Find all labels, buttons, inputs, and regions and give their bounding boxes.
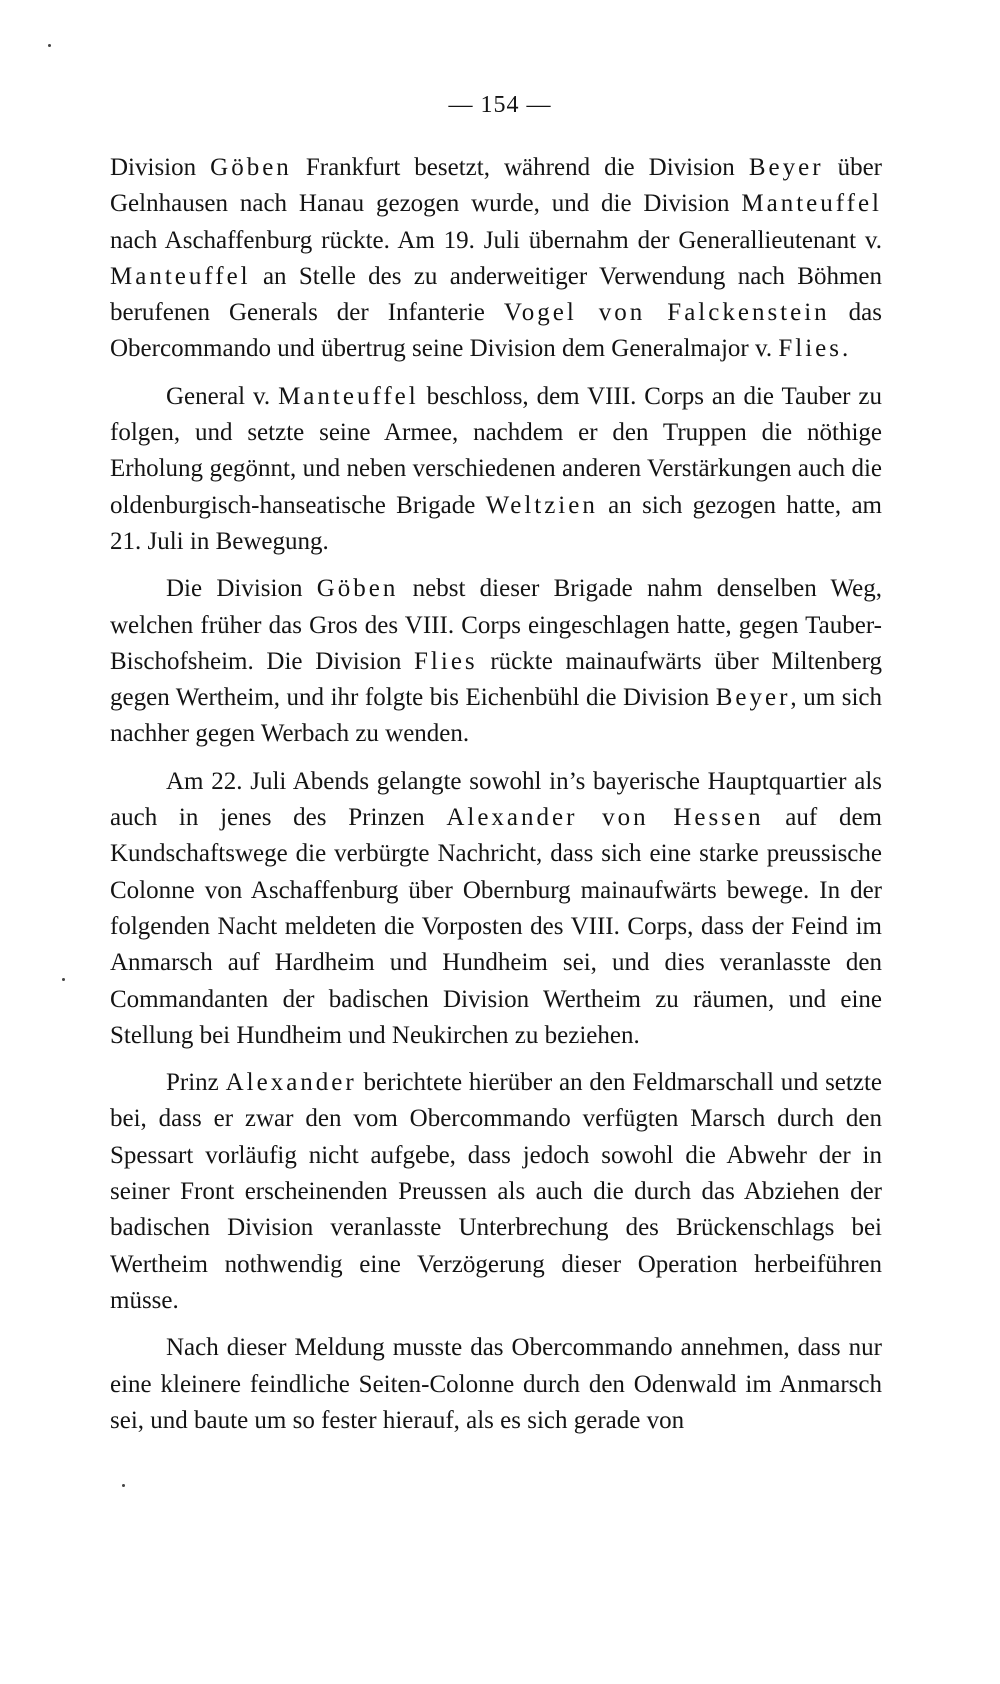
page-number: — 154 — [448, 92, 552, 118]
spaced-name: Alexander von Hessen [446, 804, 764, 832]
paragraph [110, 1330, 882, 1439]
spaced-name: Alexander [225, 1069, 357, 1097]
spaced-name: Göben [316, 575, 399, 603]
body-text [110, 150, 882, 1439]
spaced-name: Flies [778, 335, 842, 363]
spaced-name: Göben [210, 154, 292, 181]
scan-speck [62, 978, 65, 981]
text-run: über Gelnhausen nach Hanau gezogen wurde, und die Division [110, 154, 882, 218]
text-run: berichtete hierüber an den Feldmarschall und setzte bei, dass er zwar den vom Obercommando verfügten Marsch durch den Spessart vorläufig nicht aufgebe, dass jedoch sowohl die Abwehr der in seiner Front erscheinenden Preussen als auch die durch das Abziehen der badischen Division veranlasste Unterbrechung des Brückenschlags bei Wertheim nothwendig eine Verzögerung dieser Operation herbeiführen müsse. [110, 1069, 882, 1314]
text-run: , um sich nachher gegen Werbach zu wenden. [110, 684, 882, 748]
text-run: . [841, 335, 849, 363]
paragraph [110, 571, 882, 752]
scan-speck [48, 44, 51, 47]
text-run: an sich gezogen hatte, am 21. Juli in Bewegung. [110, 491, 882, 555]
spaced-name: Manteuffel [278, 382, 419, 410]
text-run: nebst dieser Brigade nahm denselben Weg, welchen früher das Gros des VIII. Corps eingeschlagen hatte, gegen Tauber-Bischofsheim. Die Division [110, 575, 882, 675]
text-run: an Stelle des zu anderweitiger Verwendung nach Böhmen berufenen Generals der Infanterie [110, 262, 882, 327]
text-run: das Obercommando und übertrug seine Division dem Generalmajor v. [110, 299, 883, 363]
scan-speck [122, 1484, 125, 1487]
text-run: General v. [166, 382, 279, 410]
paragraph [110, 1065, 882, 1319]
paragraph [110, 764, 882, 1054]
text-run: Am 22. Juli Abends gelangte sowohl in’s bayerische Hauptquartier als auch in jenes des Prinzen [110, 767, 882, 832]
spaced-name: Beyer [715, 684, 791, 712]
text-run: Prinz [166, 1069, 226, 1097]
spaced-name: Manteuffel [110, 262, 251, 290]
text-run: Nach dieser Meldung musste das Obercommando annehmen, dass nur eine kleinere feindliche Seiten-Colonne durch den Odenwald im Anmarsch sei, und baute um so fester hierauf, als es sich gerade von [110, 1334, 882, 1434]
text-run: Division [110, 154, 211, 181]
spaced-name: Weltzien [485, 491, 598, 519]
spaced-name: Manteuffel [741, 190, 882, 218]
text-run: nach Aschaffenburg rückte. Am 19. Juli übernahm der Generallieutenant v. [110, 226, 882, 254]
paragraph [110, 150, 882, 368]
paragraph [110, 379, 882, 560]
text-run: auf dem Kundschaftswege die verbürgte Nachricht, dass sich eine starke preussische Colonne von Aschaffenburg über Obernburg mainaufwärts bewege. In der folgenden Nacht meldeten die Vorposten des VIII. Corps, dass der Feind im Anmarsch auf Hardheim und Hundheim sei, und dies veranlasste den Commandanten der badischen Division Wertheim zu räumen, und eine Stellung bei Hundheim und Neukirchen zu beziehen. [110, 804, 882, 1049]
text-run: beschloss, dem VIII. Corps an die Tauber zu folgen, und setzte seine Armee, nachdem er den Truppen die nöthige Erholung gegönnt, und neben verschiedenen anderen Verstärkungen auch die oldenburgisch-hanseatische Brigade [110, 382, 882, 519]
text-run: Die Division [166, 575, 317, 603]
spaced-name: Vogel von Falckenstein [503, 299, 830, 327]
spaced-name: Beyer [748, 154, 824, 181]
text-run: rückte mainaufwärts über Miltenberg gegen Wertheim, und ihr folgte bis Eichenbühl die Division [110, 647, 882, 712]
spaced-name: Flies [414, 647, 478, 675]
text-run: Frankfurt besetzt, während die Division [291, 154, 749, 181]
